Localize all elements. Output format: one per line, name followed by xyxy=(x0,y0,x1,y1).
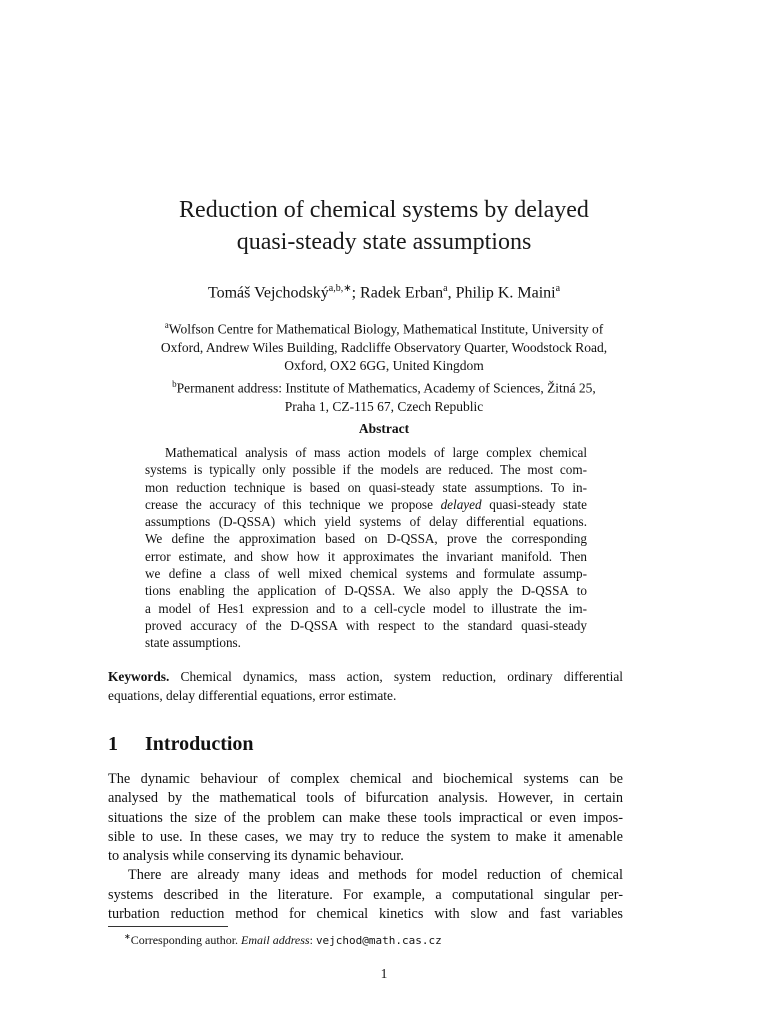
keywords-block xyxy=(108,668,623,705)
abstract-heading: Abstract xyxy=(358,421,410,436)
intro-line: situations the size of the problem can make these tools impractical or even impos- xyxy=(108,809,623,826)
paper-title xyxy=(0,194,768,258)
footnote-divider xyxy=(108,926,228,927)
section-title: Introduction xyxy=(145,733,254,755)
abstract-line: tions enabling the application of D-QSSA. We also apply the D-QSSA to xyxy=(145,583,587,599)
title-line-2: quasi-steady state assumptions xyxy=(236,229,532,255)
affiliations xyxy=(110,316,658,416)
abstract-line: state assumptions. xyxy=(145,635,241,651)
intro-line: There are already many ideas and methods for model reduction of chemical xyxy=(128,867,623,884)
author-affiliation-marker: a xyxy=(555,283,561,294)
keywords-line: equations, delay differential equations, error estimate. xyxy=(108,687,397,703)
footnote-marker: ∗ xyxy=(124,932,131,941)
corresponding-author-marker: ∗ xyxy=(343,283,352,294)
abstract-line: systems is typically only possible if the models are reduced. The most com- xyxy=(145,462,587,478)
abstract-line: proved accuracy of the D-QSSA with respect to the standard quasi-steady xyxy=(145,617,587,633)
author-affiliation-marker: a,b, xyxy=(328,283,344,294)
abstract-line: assumptions (D-QSSA) which yield systems of delay differential equations. xyxy=(145,514,587,530)
page-number: 1 xyxy=(380,966,388,981)
affiliation-a-line: Oxford, Andrew Wiles Building, Radcliffe Observatory Quarter, Woodstock Road, xyxy=(160,339,608,355)
intro-line: turbation reduction method for chemical kinetics with slow and fast variables xyxy=(108,906,623,923)
email-label: Email address xyxy=(241,933,310,947)
abstract-line: Mathematical analysis of mass action models of large complex chemical xyxy=(165,445,587,460)
email-address: vejchod@math.cas.cz xyxy=(315,934,442,947)
affiliation-b-line: Praha 1, CZ-115 67, Czech Republic xyxy=(284,398,484,414)
emphasis: delayed xyxy=(440,496,482,512)
intro-line: to analysis while conserving its dynamic behaviour. xyxy=(108,848,404,865)
title-line-1: Reduction of chemical systems by delayed xyxy=(179,197,589,223)
intro-line: systems described in the literature. For example, a computational singular per- xyxy=(108,886,623,903)
intro-line: The dynamic behaviour of complex chemical and biochemical systems can be xyxy=(108,771,623,787)
section-heading xyxy=(108,733,254,756)
intro-line: sible to use. In these cases, we may try to reduce the system to make it amenable xyxy=(108,828,623,845)
author-name: ; Radek Erban xyxy=(351,284,444,302)
affiliation-a-line: Oxford, OX2 6GG, United Kingdom xyxy=(284,357,484,373)
abstract-line: we define a class of well mixed chemical systems and formulate assump- xyxy=(145,566,587,582)
author-list xyxy=(0,278,768,304)
author-affiliation-marker: a xyxy=(443,283,448,294)
affiliation-marker: b xyxy=(172,379,177,390)
abstract-line: crease the accuracy of this technique we propose delayed quasi-steady state xyxy=(145,496,587,512)
keywords-label: Keywords. xyxy=(108,669,170,684)
author-name: , Philip K. Maini xyxy=(447,284,556,302)
affiliation-marker: a xyxy=(164,320,169,330)
abstract-body xyxy=(145,444,587,652)
section-number: 1 xyxy=(108,733,118,755)
abstract-line: mon reduction technique is based on quasi-steady state assumptions. To in- xyxy=(145,479,587,495)
abstract-line: a model of Hes1 expression and to a cell-cycle model to illustrate the im- xyxy=(145,600,587,616)
keywords-line: Keywords. Chemical dynamics, mass action, system reduction, ordinary differential xyxy=(108,669,623,684)
introduction-body xyxy=(108,770,623,924)
affiliation-a-line: $^a$Wolfson Centre for Mathematical Biology, Mathematical Institute, University of xyxy=(164,320,604,337)
abstract-line: error estimate, and show how it approximates the invariant manifold. Then xyxy=(145,548,587,564)
footnote: ∗Corresponding author. Email address: vejchod@math.cas.cz xyxy=(124,932,442,947)
affiliation-b-line: $^b$Permanent address: Institute of Mathematics, Academy of Sciences, Žitná 25, xyxy=(172,379,596,396)
intro-line: analysed by the mathematical tools of bifurcation analysis. However, in certain xyxy=(108,790,623,807)
abstract-line: We define the approximation based on D-QSSA, prove the corresponding xyxy=(145,531,587,547)
author-name: Tomáš Vejchodský xyxy=(207,284,329,302)
